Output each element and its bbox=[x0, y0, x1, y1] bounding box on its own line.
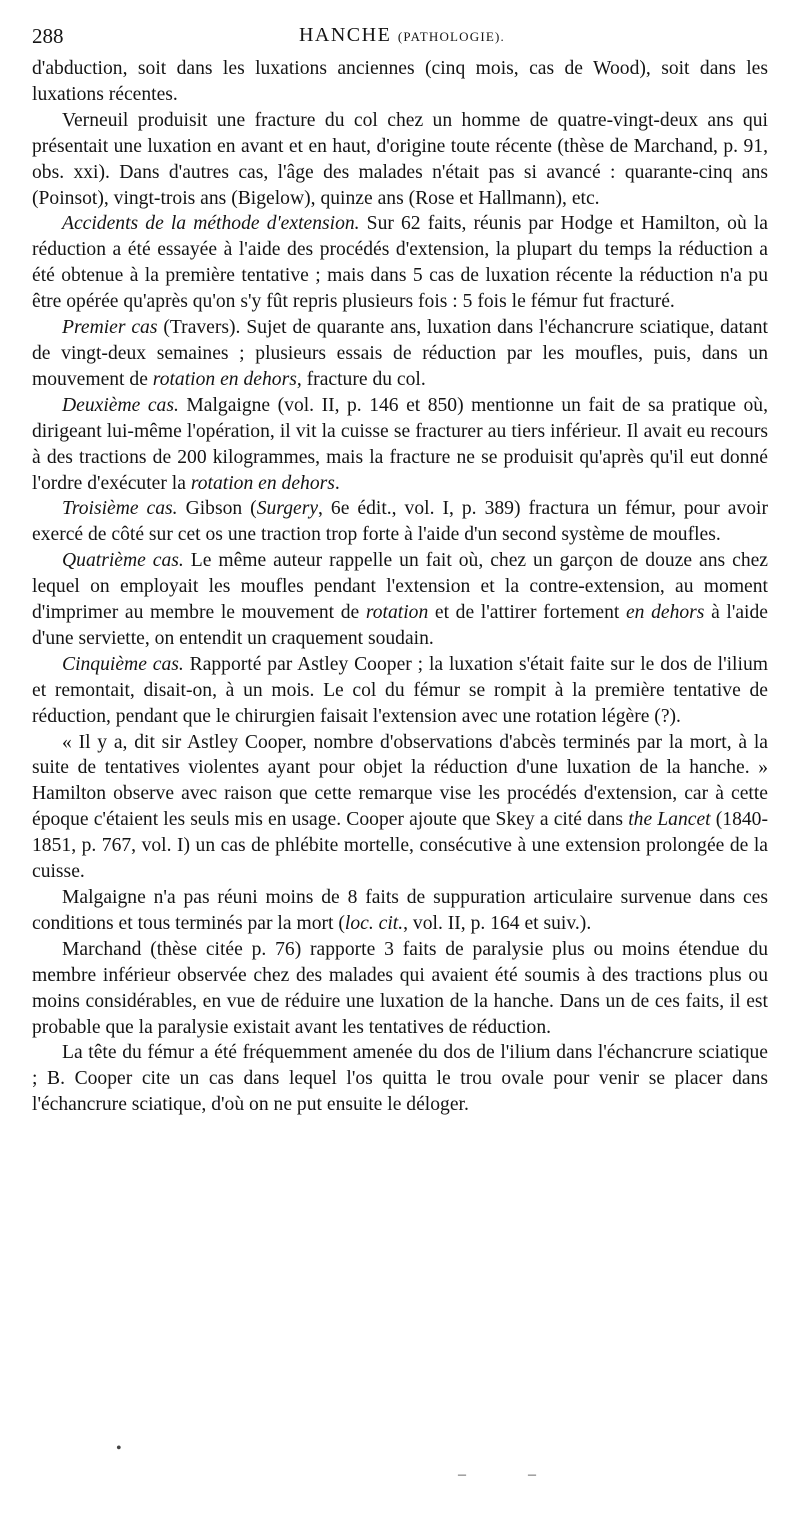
paragraph-text: . bbox=[334, 472, 340, 494]
body-text bbox=[32, 56, 768, 1118]
paragraph-text: d'abduction, soit dans les luxations anciennes (cinq mois, cas de Wood), soit dans les luxations récentes. bbox=[32, 58, 768, 105]
page-number: 288 bbox=[32, 24, 64, 48]
paragraph-text: Le même auteur rappelle un fait où, chez un garçon de douze ans chez lequel on employait les moufles pendant l'extension et la contre-extension, au moment d'imprimer au membre le mouvement de bbox=[32, 550, 769, 624]
paragraph-text: Marchand (thèse citée p. 76) rapporte 3 faits de paralysie plus ou moins étendue du membre inférieur observée chez des malades qui avaient été soumis à des tractions plus ou moins considérables, en vue de réduire une luxation de la hanche. Dans un de ces faits, il est probable que la paralysie existait avant les tentatives de réduction. bbox=[32, 938, 768, 1038]
paragraph bbox=[32, 1040, 768, 1118]
case-label: Troisième cas. bbox=[62, 498, 178, 520]
paragraph bbox=[32, 548, 768, 652]
paragraph bbox=[32, 315, 768, 393]
paragraph bbox=[32, 496, 768, 548]
paragraph-text: , vol. II, p. 164 et suiv.). bbox=[403, 912, 592, 934]
paragraph bbox=[32, 730, 768, 885]
paragraph-text: Malgaigne n'a pas réuni moins de 8 faits de suppuration articulaire survenue dans ces conditions et tous terminés par la mort ( bbox=[32, 887, 768, 934]
paragraph-text: « Il y a, dit sir Astley Cooper, nombre d'observations d'abcès terminés par la mort, à la suite de tentatives violentes ayant pour objet la réduction d'une luxation de la hanche. » Hamilton observe avec raison que cette remarque vise les procédés d'extension, car à cette époque c'étaient les seuls mis en usage. Cooper ajoute que Skey a cité dans bbox=[32, 731, 768, 831]
paragraph-text: et de l'attirer fortement bbox=[428, 602, 626, 624]
emphasis: the Lancet bbox=[628, 809, 711, 831]
emphasis: rotation bbox=[365, 602, 429, 624]
paragraph bbox=[32, 885, 768, 937]
running-title-sub: (PATHOLOGIE). bbox=[397, 29, 506, 44]
case-label: Deuxième cas. bbox=[62, 394, 179, 416]
printer-mark: – bbox=[528, 1466, 536, 1483]
emphasis: rotation en dehors bbox=[190, 472, 335, 494]
running-title-main: HANCHE bbox=[298, 24, 392, 46]
paragraph bbox=[32, 652, 768, 730]
paragraph-text: Malgaigne (vol. II, p. 146 et 850) mentionne un fait de sa pratique où, dirigeant lui-même l'opération, il vit la cuisse se fracturer au tiers inférieur. Il avait eu recours à des tractions de 200 kilogrammes, mais la fracture ne se produisit qu'après qu'il eut donné l'ordre d'exécuter la bbox=[32, 394, 768, 494]
paragraph-text: , fracture du col. bbox=[296, 368, 426, 390]
paragraph bbox=[32, 108, 768, 212]
paragraph bbox=[32, 56, 768, 108]
paragraph-text: (1840-1851, p. 767, vol. I) un cas de phlébite mortelle, consécutive à une extension prolongée de la cuisse. bbox=[32, 809, 768, 883]
paragraph bbox=[32, 393, 768, 497]
emphasis: rotation en dehors bbox=[152, 368, 297, 390]
emphasis: Surgery bbox=[256, 498, 319, 520]
paragraph-text: à l'aide d'une serviette, on entendit un craquement soudain. bbox=[32, 602, 768, 649]
running-title bbox=[32, 24, 772, 47]
paragraph bbox=[32, 937, 768, 1041]
section-label: Accidents de la méthode d'extension. bbox=[62, 213, 360, 235]
case-label: Quatrième cas. bbox=[62, 550, 184, 572]
paragraph-text: (Travers). Sujet de quarante ans, luxation dans l'échancrure sciatique, datant de vingt-deux semaines ; plusieurs essais de réduction par les moufles, puis, dans un mouvement de bbox=[32, 317, 768, 390]
printer-mark: – bbox=[458, 1466, 466, 1483]
case-label: Premier cas bbox=[62, 317, 158, 339]
paragraph-text: Gibson ( bbox=[177, 498, 257, 520]
case-label: Cinquième cas. bbox=[62, 653, 184, 675]
paragraph bbox=[32, 211, 768, 315]
running-header bbox=[32, 24, 772, 54]
emphasis: en dehors bbox=[625, 602, 705, 624]
paragraph-text: Sur 62 faits, réunis par Hodge et Hamilton, où la réduction a été essayée à l'aide des procédés d'extension, la plupart du temps la réduction a été obtenue à la première tentative ; mais dans 5 cas de luxation récente la réduction n'a pu être opérée qu'après qu'on s'y fût repris plusieurs fois : 5 fois le fémur fut fracturé. bbox=[32, 213, 768, 313]
emphasis: loc. cit. bbox=[344, 912, 404, 934]
paragraph-text: , 6e édit., vol. I, p. 389) fractura un fémur, pour avoir exercé de côté sur cet os une traction trop forte à l'aide d'un second système de moufles. bbox=[32, 498, 769, 546]
paragraph-text: Rapporté par Astley Cooper ; la luxation s'était faite sur le dos de l'ilium et remontait, disait-on, à un mois. Le col du fémur se rompit à la première tentative de réduction, pendant que le chirurgien faisait l'extension avec une rotation légère (?). bbox=[32, 653, 768, 727]
printer-mark: • bbox=[116, 1440, 122, 1457]
paragraph-text: La tête du fémur a été fréquemment amenée du dos de l'ilium dans l'échancrure sciatique ; B. Cooper cite un cas dans lequel l'os quitta le trou ovale pour venir se placer dans l'échancrure sciatique, d'où on ne put ensuite le déloger. bbox=[32, 1042, 768, 1116]
paragraph-text: Verneuil produisit une fracture du col chez un homme de quatre-vingt-deux ans qui présentait une luxation en avant et en haut, d'origine toute récente (thèse de Marchand, p. 91, obs. xxi). Dans d'autres cas, l'âge des malades n'était pas si avancé : quarante-cinq ans (Poinsot), vingt-trois ans (Bigelow), quinze ans (Rose et Hallmann), etc. bbox=[32, 109, 768, 209]
